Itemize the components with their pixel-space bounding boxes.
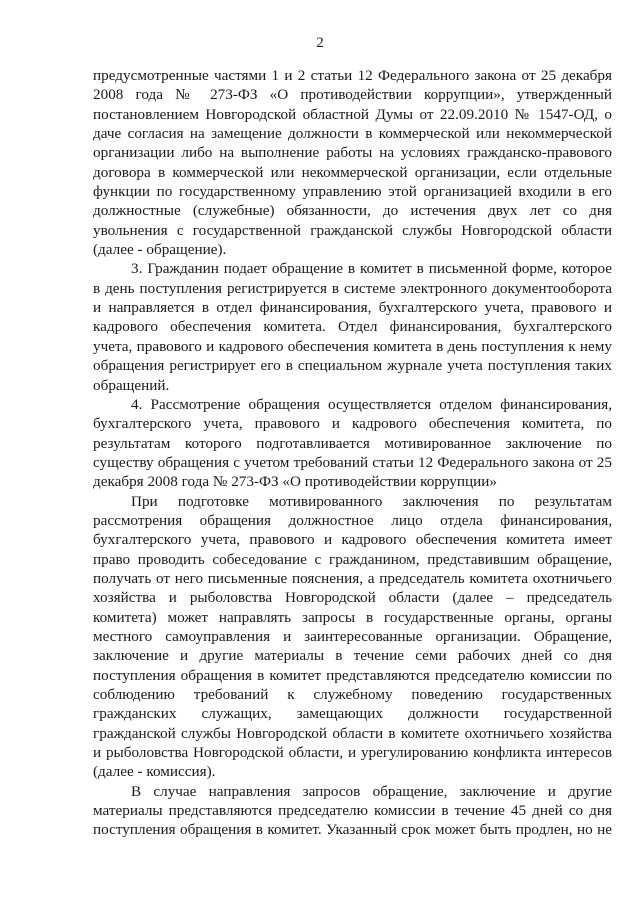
text-line: заключение и другие материалы в течение семи рабочих дней со дня — [93, 647, 612, 665]
text-line: и направляется в отдел финансирования, бухгалтерского учета, правового и — [93, 299, 612, 317]
paragraph — [93, 782, 612, 840]
text-line: в день поступления регистрируется в системе электронного документооборота — [93, 279, 612, 297]
text-line: 4. Рассмотрение обращения осуществляется отделом финансирования, — [131, 395, 612, 413]
text-line: (далее - комиссия). — [93, 763, 216, 781]
text-line: организации либо на выполнение работы на условиях гражданско-правового — [93, 144, 612, 162]
text-line: существу обращения с учетом требований статьи 12 Федерального закона от 25 — [93, 453, 612, 471]
paragraph — [93, 259, 612, 394]
text-line: обращения регистрирует его в специальном журнале учета поступления таких — [93, 357, 612, 375]
text-line: учета, правового и кадрового обеспечения комитета в день поступления к нему — [93, 337, 612, 355]
text-line: поступления обращения в комитет представляются председателю комиссии по — [93, 666, 612, 684]
text-line: гражданских служащих, замещающих должности государственной — [93, 705, 612, 723]
text-line: функции по государственному управлению этой организацией входили в его — [93, 183, 612, 201]
text-line: (далее - обращение). — [93, 241, 227, 259]
text-line: постановлением Новгородской областной Думы от 22.09.2010 № 1547-ОД, о — [93, 105, 612, 123]
document-body — [93, 66, 612, 840]
text-line: соблюдению требований к служебному поведению государственных — [93, 686, 612, 703]
paragraph — [93, 395, 612, 492]
text-line: местного самоуправления и заинтересованные организации. Обращение, — [93, 627, 612, 645]
text-line: увольнения с государственной гражданской службы Новгородской области — [93, 221, 612, 239]
text-line: поступления обращения в комитет. Указанный срок может быть продлен, но не — [93, 821, 612, 839]
text-line: бухгалтерского учета, правового и кадрового обеспечения комитета, по — [93, 415, 612, 433]
text-line: В случае направления запросов обращение, заключение и другие — [131, 782, 612, 800]
text-line: и рыболовства Новгородской области, и урегулированию конфликта интересов — [93, 744, 612, 762]
text-line: право проводить собеседование с гражданином, представившим обращение, — [93, 550, 612, 568]
paragraph — [93, 66, 612, 259]
text-line: даче согласия на замещение должности в коммерческой или некоммерческой — [93, 125, 612, 143]
text-line: результатам которого подготавливается мотивированное заключение по — [93, 434, 612, 452]
text-line: материалы представляются председателю комиссии в течение 45 дней со дня — [93, 802, 612, 820]
text-line: кадрового обеспечения комитета. Отдел финансирования, бухгалтерского — [93, 318, 612, 336]
text-line: должностные (служебные) обязанности, до истечения двух лет со дня — [93, 202, 612, 220]
text-line: хозяйства и рыболовства Новгородской области (далее – председатель — [93, 589, 612, 607]
text-line: декабря 2008 года № 273-ФЗ «О противодействии коррупции» — [93, 473, 497, 491]
text-line: гражданской службы Новгородской области в комитете охотничьего хозяйства — [93, 724, 612, 742]
paragraph — [93, 492, 612, 782]
text-line: 2008 года № 273-ФЗ «О противодействии коррупции», утвержденный — [93, 86, 612, 104]
text-line: договора в коммерческой или некоммерческой организации, если отдельные — [93, 163, 612, 181]
text-line: обращений. — [93, 376, 170, 394]
text-line: получать от него письменные пояснения, а председатель комитета охотничьего — [93, 569, 612, 587]
text-line: комитета) может направлять запросы в государственные органы, органы — [93, 608, 612, 626]
text-line: рассмотрения обращения должностное лицо отдела финансирования, — [93, 511, 612, 529]
text-line: 3. Гражданин подает обращение в комитет в письменной форме, которое — [131, 260, 612, 278]
text-line: предусмотренные частями 1 и 2 статьи 12 Федерального закона от 25 декабря — [93, 67, 612, 84]
text-line: При подготовке мотивированного заключения по результатам — [131, 492, 612, 510]
text-line: бухгалтерского учета, правового и кадрового обеспечения комитета имеет — [93, 531, 612, 549]
page-number: 2 — [316, 35, 324, 51]
